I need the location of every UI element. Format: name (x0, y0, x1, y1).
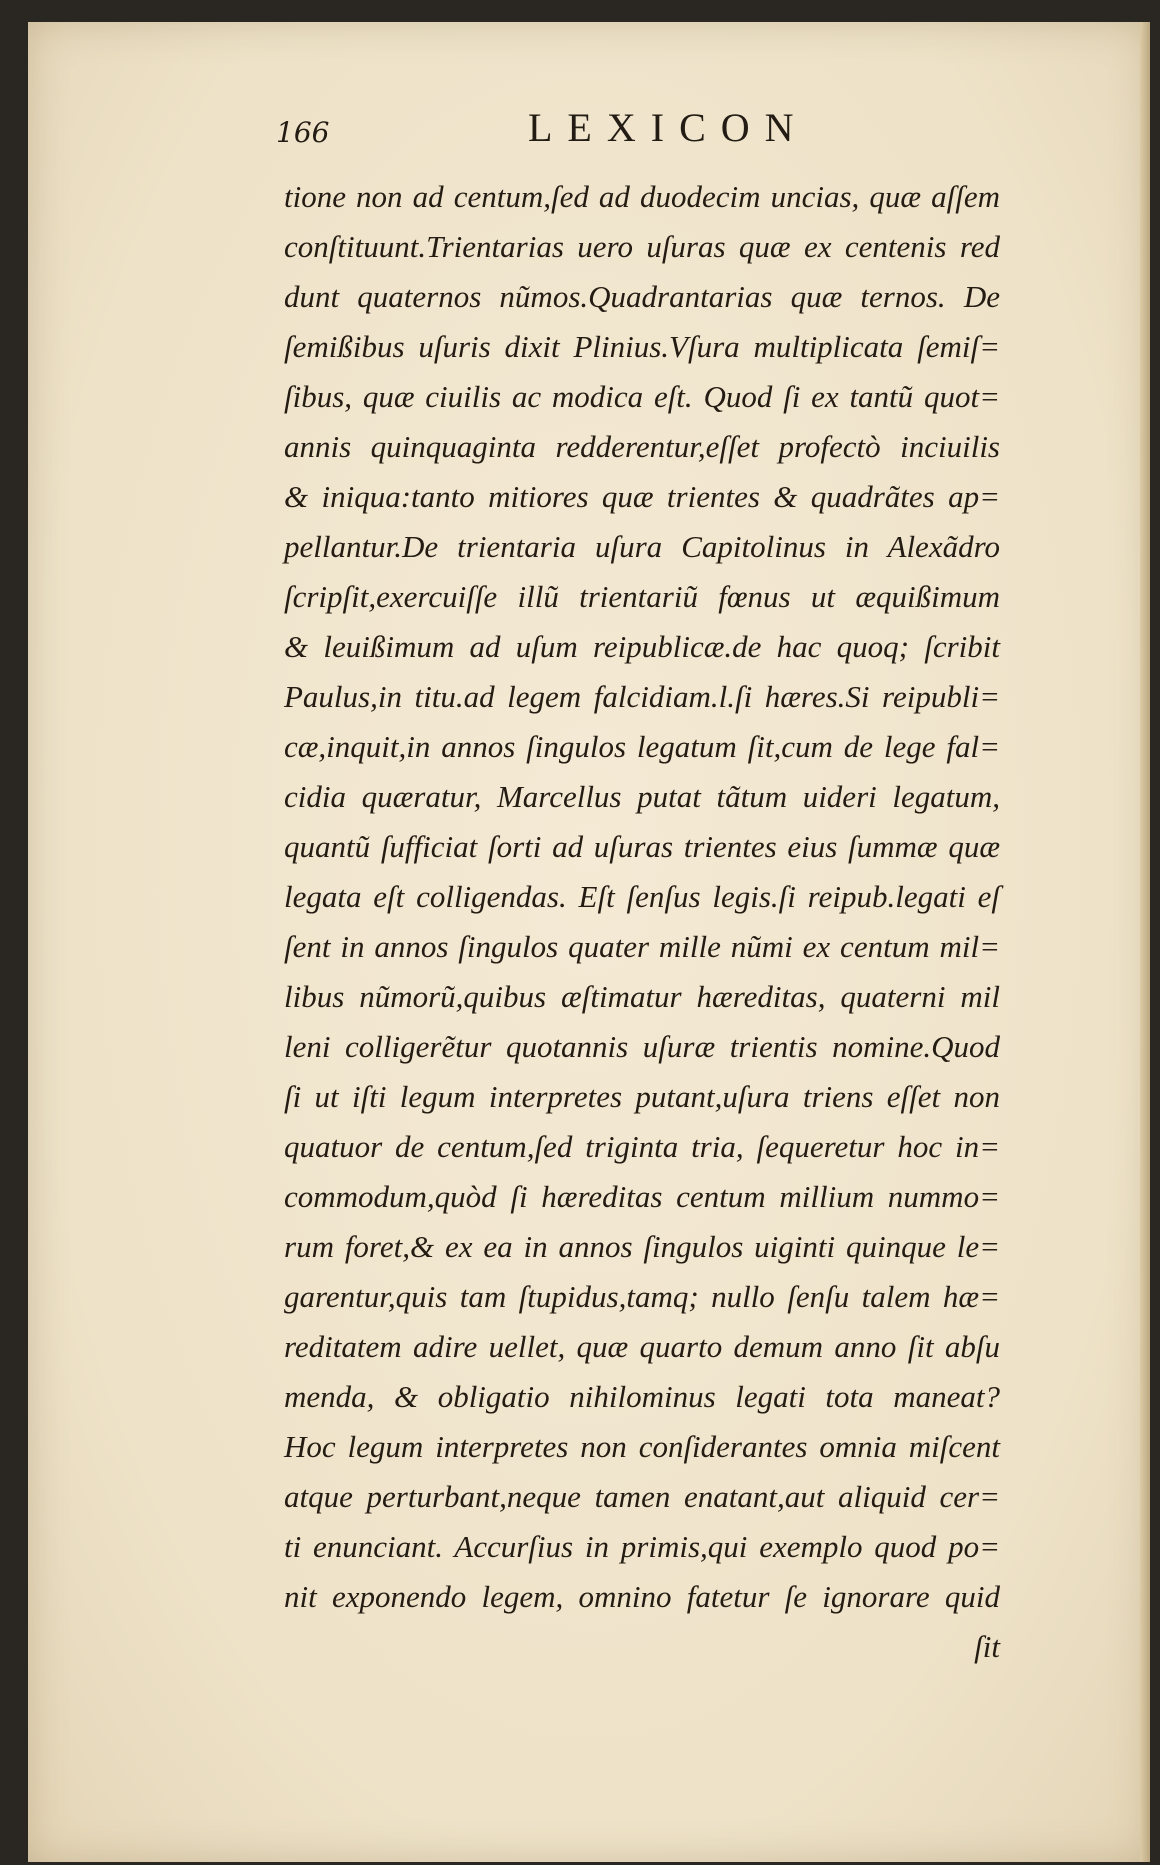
book-page (28, 22, 1150, 1862)
text-line: garentur,quis tam ſtupidus,tamq; nullo ſenſu talem hæ= (284, 1279, 1000, 1314)
text-line: cæ,inquit,in annos ſingulos legatum ſit,cum de lege fal= (284, 729, 1000, 764)
running-title: LEXICON (528, 105, 809, 150)
page-number: 166 (276, 116, 330, 149)
text-line: conſtituunt.Trientarias uero uſuras quæ ex centenis red (284, 229, 1000, 264)
text-line: menda, & obligatio nihilominus legati tota maneat? (284, 1379, 1000, 1414)
text-line: commodum,quòd ſi hæreditas centum millium nummo= (284, 1179, 1000, 1214)
text-line: reditatem adire uellet, quæ quarto demum anno ſit abſu (284, 1329, 1000, 1364)
text-line: nit exponendo legem, omnino fatetur ſe ignorare quid (284, 1579, 1000, 1614)
text-line: pellantur.De trientaria uſura Capitolinus in Alexãdro (284, 529, 1000, 564)
body-text (284, 172, 1000, 1672)
catchword: ſit (974, 1629, 1000, 1664)
text-line: quantũ ſufficiat ſorti ad uſuras trientes eius ſummæ quæ (284, 829, 1000, 864)
text-line: & leuißimum ad uſum reipublicæ.de hac quoq; ſcribit (284, 629, 1000, 664)
text-line: libus nũmorũ,quibus æſtimatur hæreditas, quaterni mil (284, 979, 1000, 1014)
text-line: ſcripſit,exercuiſſe illũ trientariũ fœnus ut æquißimum (284, 579, 1000, 614)
text-line: ſi ut iſti legum interpretes putant,uſura triens eſſet non (284, 1079, 1000, 1114)
text-line: rum foret,& ex ea in annos ſingulos uiginti quinque le= (284, 1229, 1000, 1264)
text-line: cidia quæratur, Marcellus putat tãtum uideri legatum, (284, 779, 1000, 814)
text-line: tione non ad centum,ſed ad duodecim uncias, quæ aſſem (284, 179, 1000, 214)
text-line: annis quinquaginta redderentur,eſſet profectò inciuilis (284, 429, 1000, 464)
page-edge (1140, 22, 1150, 1862)
text-line: Paulus,in titu.ad legem falcidiam.l.ſi hæres.Si reipubli= (284, 679, 1000, 714)
text-line: legata eſt colligendas. Eſt ſenſus legis.ſi reipub.legati eſ (284, 879, 1000, 914)
text-line: dunt quaternos nũmos.Quadrantarias quæ ternos. De (284, 279, 1000, 314)
text-line: atque perturbant,neque tamen enatant,aut aliquid cer= (284, 1479, 1000, 1514)
text-line: ſemißibus uſuris dixit Plinius.Vſura multiplicata ſemiſ= (284, 329, 1000, 364)
text-line: Hoc legum interpretes non conſiderantes omnia miſcent (284, 1429, 1000, 1464)
text-line: & iniqua:tanto mitiores quæ trientes & quadrãtes ap= (284, 479, 1000, 514)
text-line: ti enunciant. Accurſius in primis,qui exemplo quod po= (284, 1529, 1000, 1564)
text-line: quatuor de centum,ſed triginta tria, ſequeretur hoc in= (284, 1129, 1000, 1164)
text-line: leni colligerẽtur quotannis uſuræ trientis nomine.Quod (284, 1029, 1000, 1064)
page-header (28, 104, 1150, 160)
text-line: ſent in annos ſingulos quater mille nũmi ex centum mil= (284, 929, 1000, 964)
text-line: ſibus, quæ ciuilis ac modica eſt. Quod ſi ex tantũ quot= (284, 379, 1000, 414)
